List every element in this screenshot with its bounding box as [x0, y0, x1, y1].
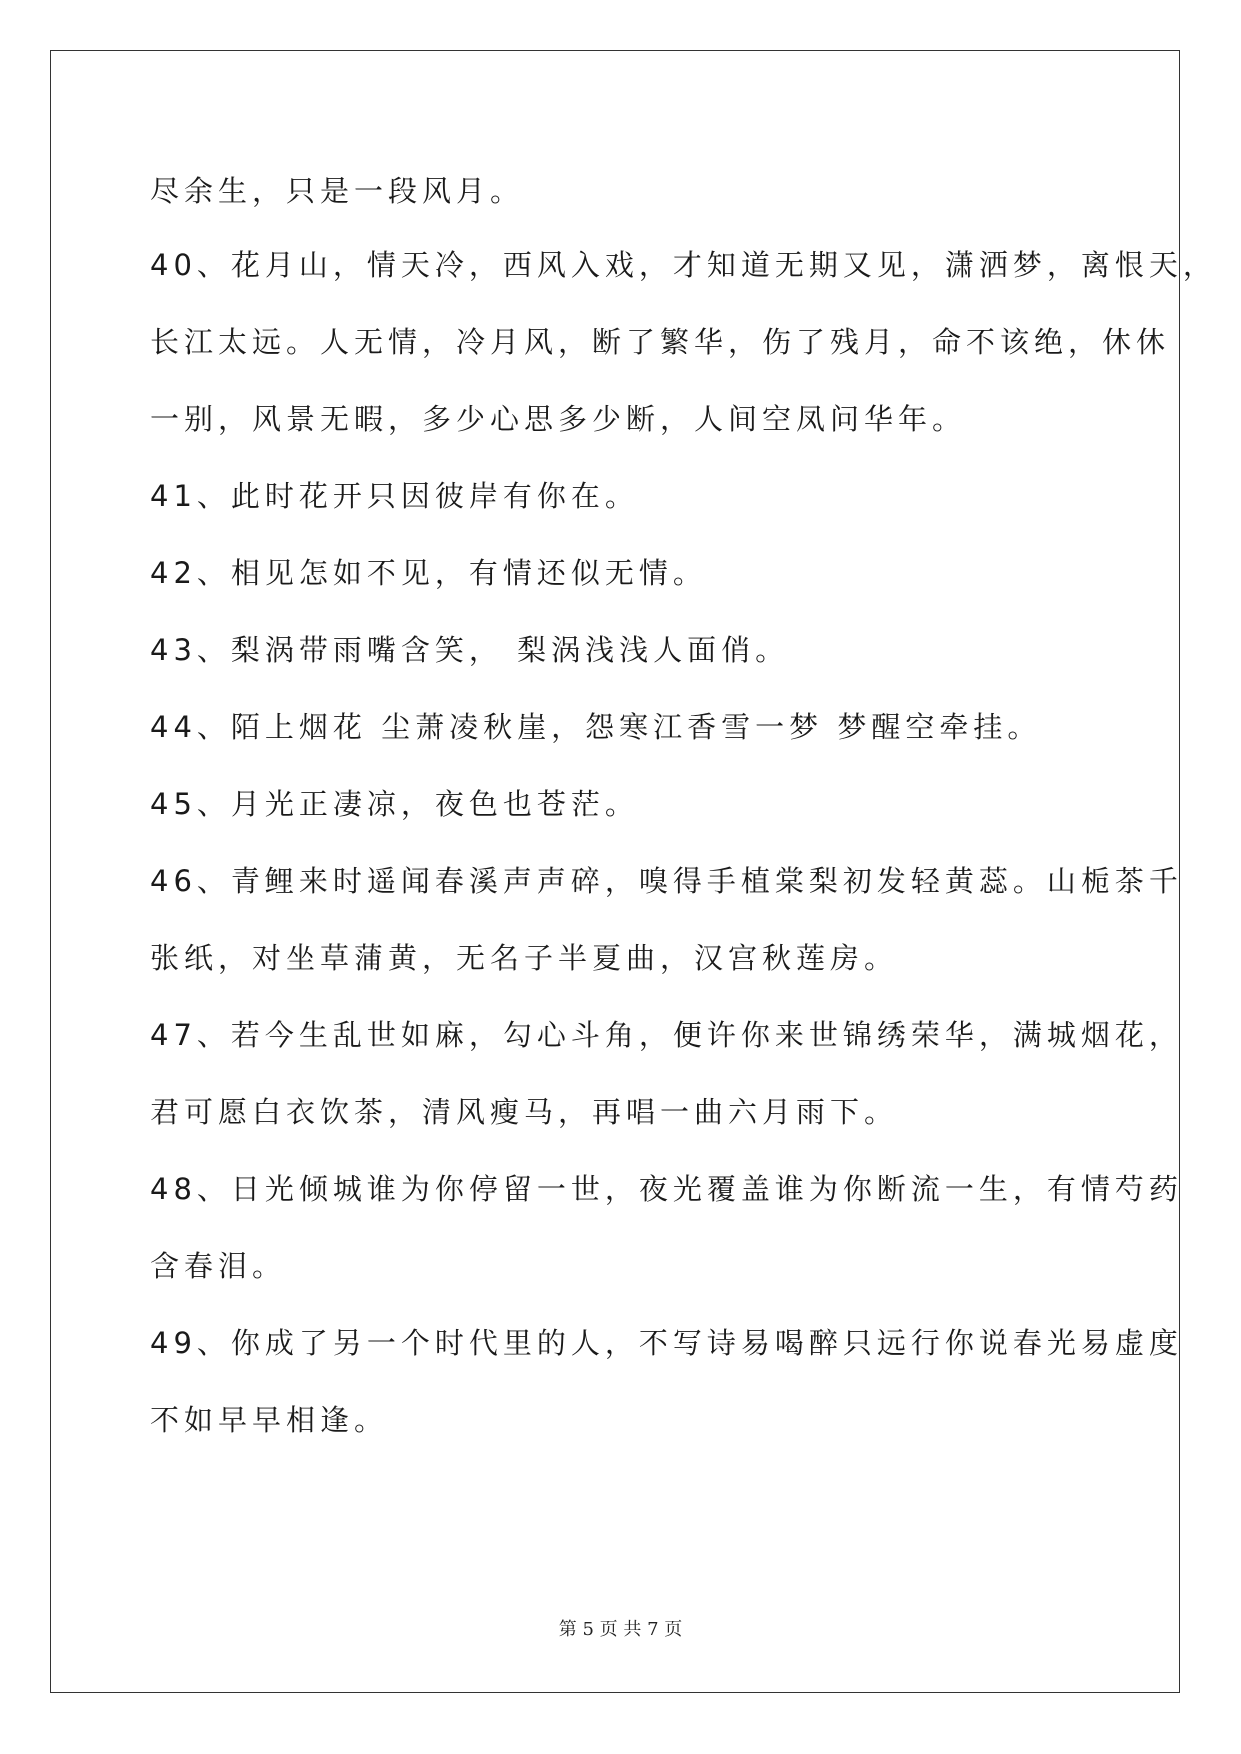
text-line: 40、花月山，情天冷，西风入戏，才知道无期又见，潇洒梦，离恨天， — [150, 248, 1217, 282]
page-number-footer: 第 5 页 共 7 页 — [558, 1619, 683, 1640]
text-line: 不如早早相逢。 — [150, 1403, 389, 1437]
text-line: 46、青鲤来时遥闻春溪声声碎，嗅得手植棠梨初发轻黄蕊。山栀茶千 — [150, 864, 1183, 898]
text-line: 一别，风景无暇，多少心思多少断，人间空凤问华年。 — [150, 402, 967, 436]
text-line: 长江太远。人无情，冷月风，断了繁华，伤了残月，命不该绝，休休 — [150, 325, 1171, 359]
text-line: 42、相见怎如不见，有情还似无情。 — [150, 556, 707, 590]
text-line: 含春泪。 — [150, 1249, 287, 1283]
text-line: 49、你成了另一个时代里的人，不写诗易喝醉只远行你说春光易虚度 — [150, 1326, 1183, 1360]
text-line: 44、陌上烟花 尘萧凌秋崖，怨寒江香雪一梦 梦醒空牵挂。 — [150, 710, 1042, 744]
text-line: 41、此时花开只因彼岸有你在。 — [150, 479, 639, 513]
text-line: 尽余生，只是一段风月。 — [150, 174, 525, 208]
text-line: 47、若今生乱世如麻，勾心斗角，便许你来世锦绣荣华，满城烟花， — [150, 1018, 1183, 1052]
document-body — [150, 155, 1217, 1459]
text-line: 张纸，对坐草蒲黄，无名子半夏曲，汉宫秋莲房。 — [150, 941, 899, 975]
text-line: 45、月光正凄凉，夜色也苍茫。 — [150, 787, 639, 821]
text-line: 48、日光倾城谁为你停留一世，夜光覆盖谁为你断流一生，有情芍药 — [150, 1172, 1183, 1206]
text-line: 君可愿白衣饮茶，清风瘦马，再唱一曲六月雨下。 — [150, 1095, 899, 1129]
text-line: 43、梨涡带雨嘴含笑， 梨涡浅浅人面俏。 — [150, 633, 790, 667]
